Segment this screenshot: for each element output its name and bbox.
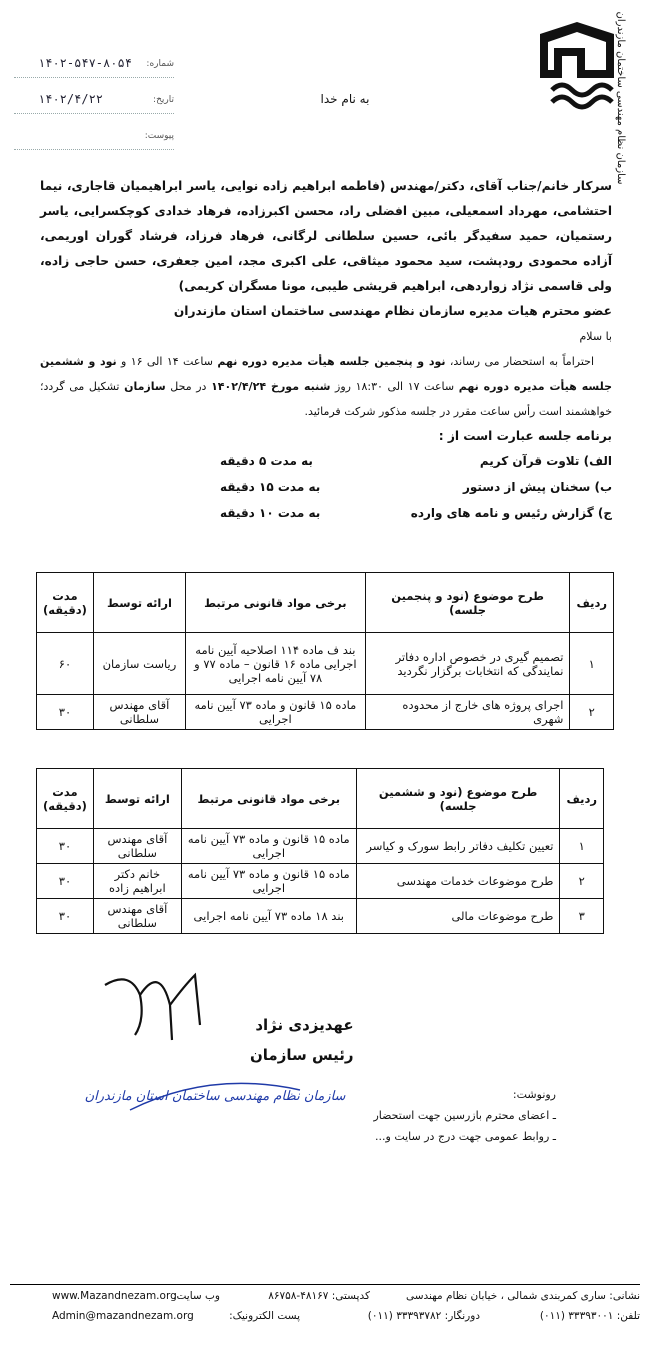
agenda-duration: به مدت ۵ دقیقه <box>220 454 313 468</box>
invitation-paragraph <box>40 349 612 424</box>
p1-part: در محل <box>165 380 212 393</box>
agenda-label: الف) تلاوت قرآن کریم <box>479 454 612 468</box>
table-row <box>37 899 604 934</box>
col-laws: برخی مواد قانونی مرتبط <box>185 573 365 633</box>
cc-label: رونوشت: <box>512 1088 556 1101</box>
date-row <box>14 92 174 114</box>
cc-block <box>373 1084 556 1147</box>
col-presenter: ارائه توسط <box>93 769 181 829</box>
agenda-label: ج) گزارش رئیس و نامه های وارده <box>410 506 612 520</box>
seal-text: سازمان نظام مهندسی ساختمان استان مازندران <box>84 1089 346 1104</box>
table-row <box>37 695 614 730</box>
cell-presenter: خانم دکتر ابراهیم زاده <box>93 864 181 899</box>
cell-row: ۲ <box>570 695 614 730</box>
footer-row <box>10 1290 640 1310</box>
agenda-duration: به مدت ۱۰ دقیقه <box>220 506 321 520</box>
cell-row: ۱ <box>570 633 614 695</box>
col-duration: مدت (دقیقه) <box>37 769 94 829</box>
signer-name: عهدیزدی نژاد <box>255 1016 354 1034</box>
col-presenter: ارائه توسط <box>93 573 185 633</box>
table-row <box>37 864 604 899</box>
letter-meta <box>14 56 174 164</box>
agenda-label: ب) سخنان پیش از دستور <box>462 480 612 494</box>
cell-topic: طرح موضوعات خدمات مهندسی <box>356 864 560 899</box>
footer-phone: تلفن: ۳۳۳۹۳۰۰۱ (۰۱۱) <box>539 1310 640 1322</box>
cell-laws: بند ۱۸ ماده ۷۳ آیین نامه اجرایی <box>181 899 356 934</box>
cell-laws: ماده ۱۵ قانون و ماده ۷۳ آیین نامه اجرایی <box>181 829 356 864</box>
logo-emblem-icon <box>522 11 632 185</box>
cell-laws: ماده ۱۵ قانون و ماده ۷۳ آیین نامه اجرایی <box>185 695 365 730</box>
p1-place: سازمان <box>124 380 166 393</box>
cell-row: ۱ <box>560 829 604 864</box>
basmala: به نام خدا <box>320 92 370 106</box>
agenda-duration: به مدت ۱۵ دقیقه <box>220 480 321 494</box>
number-row <box>14 56 174 78</box>
footer-divider <box>10 1284 640 1285</box>
p1-date: شنبه مورخ ۱۴۰۲/۴/۲۴ <box>211 380 331 393</box>
cell-duration: ۳۰ <box>37 864 94 899</box>
cell-presenter: آقای مهندس سلطانی <box>93 829 181 864</box>
footer-address: نشانی: ساری کمربندی شمالی ، خیابان نظام مهندسی <box>405 1290 640 1302</box>
cell-topic: تعیین تکلیف دفاتر رابط سورک و کیاسر <box>356 829 560 864</box>
agenda-item <box>40 475 612 501</box>
cell-duration: ۶۰ <box>37 633 94 695</box>
col-row: ردیف <box>560 769 604 829</box>
footer <box>10 1290 640 1330</box>
cell-row: ۲ <box>560 864 604 899</box>
organization-logo <box>522 11 632 185</box>
cell-topic: تصمیم گیری در خصوص اداره دفاتر نمایندگی که انتخابات برگزار نگردید <box>365 633 570 695</box>
attachment-row <box>14 128 174 150</box>
cell-duration: ۳۰ <box>37 695 94 730</box>
table-row <box>37 829 604 864</box>
cell-presenter: آقای مهندس سلطانی <box>93 899 181 934</box>
p1-part: احتراماً به استحضار می رساند، <box>445 355 595 368</box>
agenda-item <box>40 449 612 475</box>
cell-laws: بند ف ماده ۱۱۴ اصلاحیه آیین نامه اجرایی ماده ۱۶ قانون – ماده ۷۷ و ۷۸ آیین نامه اجرایی <box>185 633 365 695</box>
agenda-table-meeting-96 <box>36 768 604 934</box>
footer-email-label: پست الکترونیک: <box>229 1310 300 1322</box>
agenda-item <box>40 501 612 527</box>
footer-email[interactable]: Admin@mazandnezam.org <box>52 1310 194 1322</box>
agenda-title: برنامه جلسه عبارت است از : <box>438 429 612 443</box>
cc-item: ـ روابط عمومی جهت درج در سایت و... <box>375 1130 556 1143</box>
cc-item: ـ اعضای محترم بازرسین جهت استحضار <box>373 1109 556 1122</box>
letter-body <box>40 174 612 527</box>
recipient-title: عضو محترم هیات مدیره سازمان نظام مهندسی ساختمان استان مازندران <box>173 304 612 318</box>
p1-part: ساعت ۱۴ الی ۱۶ و <box>116 355 218 368</box>
p1-part: ساعت ۱۷ الی ۱۸:۳۰ روز <box>330 380 459 393</box>
col-duration: مدت (دقیقه) <box>37 573 94 633</box>
col-laws: برخی مواد قانونی مرتبط <box>181 769 356 829</box>
cell-presenter: ریاست سازمان <box>93 633 185 695</box>
logo-org-name: سازمان نظام مهندسی ساختمان مازندران <box>615 11 626 185</box>
p1-meeting-96: نود و ششمین جلسه هیأت مدیره دوره نهم <box>40 355 612 393</box>
p1-part: تشکیل می گردد؛ خواهشمند است رأس ساعت مقرر در جلسه مذکور شرکت فرمائید. <box>40 380 612 418</box>
cell-duration: ۳۰ <box>37 829 94 864</box>
number-value: ۱۴۰۲-۵۴۷-۸۰۵۴ <box>38 56 132 70</box>
number-label: شماره: <box>146 59 174 69</box>
cell-topic: اجرای پروژه های خارج از محدوده شهری <box>365 695 570 730</box>
p1-meeting-95: نود و پنجمین جلسه هیأت مدیره دوره نهم <box>217 355 446 368</box>
table-row <box>37 633 614 695</box>
col-topic: طرح موضوع (نود و پنجمین جلسه) <box>365 573 570 633</box>
table-header-row <box>37 573 614 633</box>
greeting: با سلام <box>579 330 612 343</box>
handwritten-signature-icon <box>100 965 210 1045</box>
cell-laws: ماده ۱۵ قانون و ماده ۷۳ آیین نامه اجرایی <box>181 864 356 899</box>
footer-fax: دورنگار: ۳۳۳۹۳۷۸۲ (۰۱۱) <box>367 1310 480 1322</box>
cell-presenter: آقای مهندس سلطانی <box>93 695 185 730</box>
signer-title: رئیس سازمان <box>250 1046 354 1064</box>
cell-row: ۳ <box>560 899 604 934</box>
footer-website[interactable]: www.Mazandnezam.org <box>52 1290 177 1302</box>
table-header-row <box>37 769 604 829</box>
cell-duration: ۳۰ <box>37 899 94 934</box>
cell-topic: طرح موضوعات مالی <box>356 899 560 934</box>
agenda-table-meeting-95 <box>36 572 614 730</box>
col-row: ردیف <box>570 573 614 633</box>
col-topic: طرح موضوع (نود و ششمین جلسه) <box>356 769 560 829</box>
footer-postal: کدپستی: ۴۸۱۶۷-۸۶۷۵۸ <box>268 1290 370 1302</box>
organization-seal-icon <box>84 1060 346 1130</box>
footer-website-label: وب سایت: <box>172 1290 220 1302</box>
footer-row <box>10 1310 640 1330</box>
attachment-label: پیوست: <box>144 131 174 141</box>
date-label: تاریخ: <box>153 95 174 105</box>
date-value: ۱۴۰۲/۴/۲۲ <box>38 92 104 106</box>
recipients: سرکار خانم/جناب آقای، دکتر/مهندس (فاطمه ابراهیم زاده نوایی، یاسر ابراهیمیان قاجاری، نیما احتشامی، مهرداد اسمعیلی، مبین افضلی راد، محسن اکبرزاده، فرهاد خدادی کوچکسرایی، یاسر رستمیان، حمید سفیدگر بائی، حسین سلطانی لرگانی، فرهاد فرزاد، فرشاد گوران اوریمی، آزاده محمودی رودپشت، سید محمود میثاقی، علی اکبری مجد، امین جعفری، حسن حاجی زاده، ولی قاسمی نژاد زواردهی، ابراهیم قریشی طیبی، مونا مسگران کریمی) <box>40 179 612 293</box>
